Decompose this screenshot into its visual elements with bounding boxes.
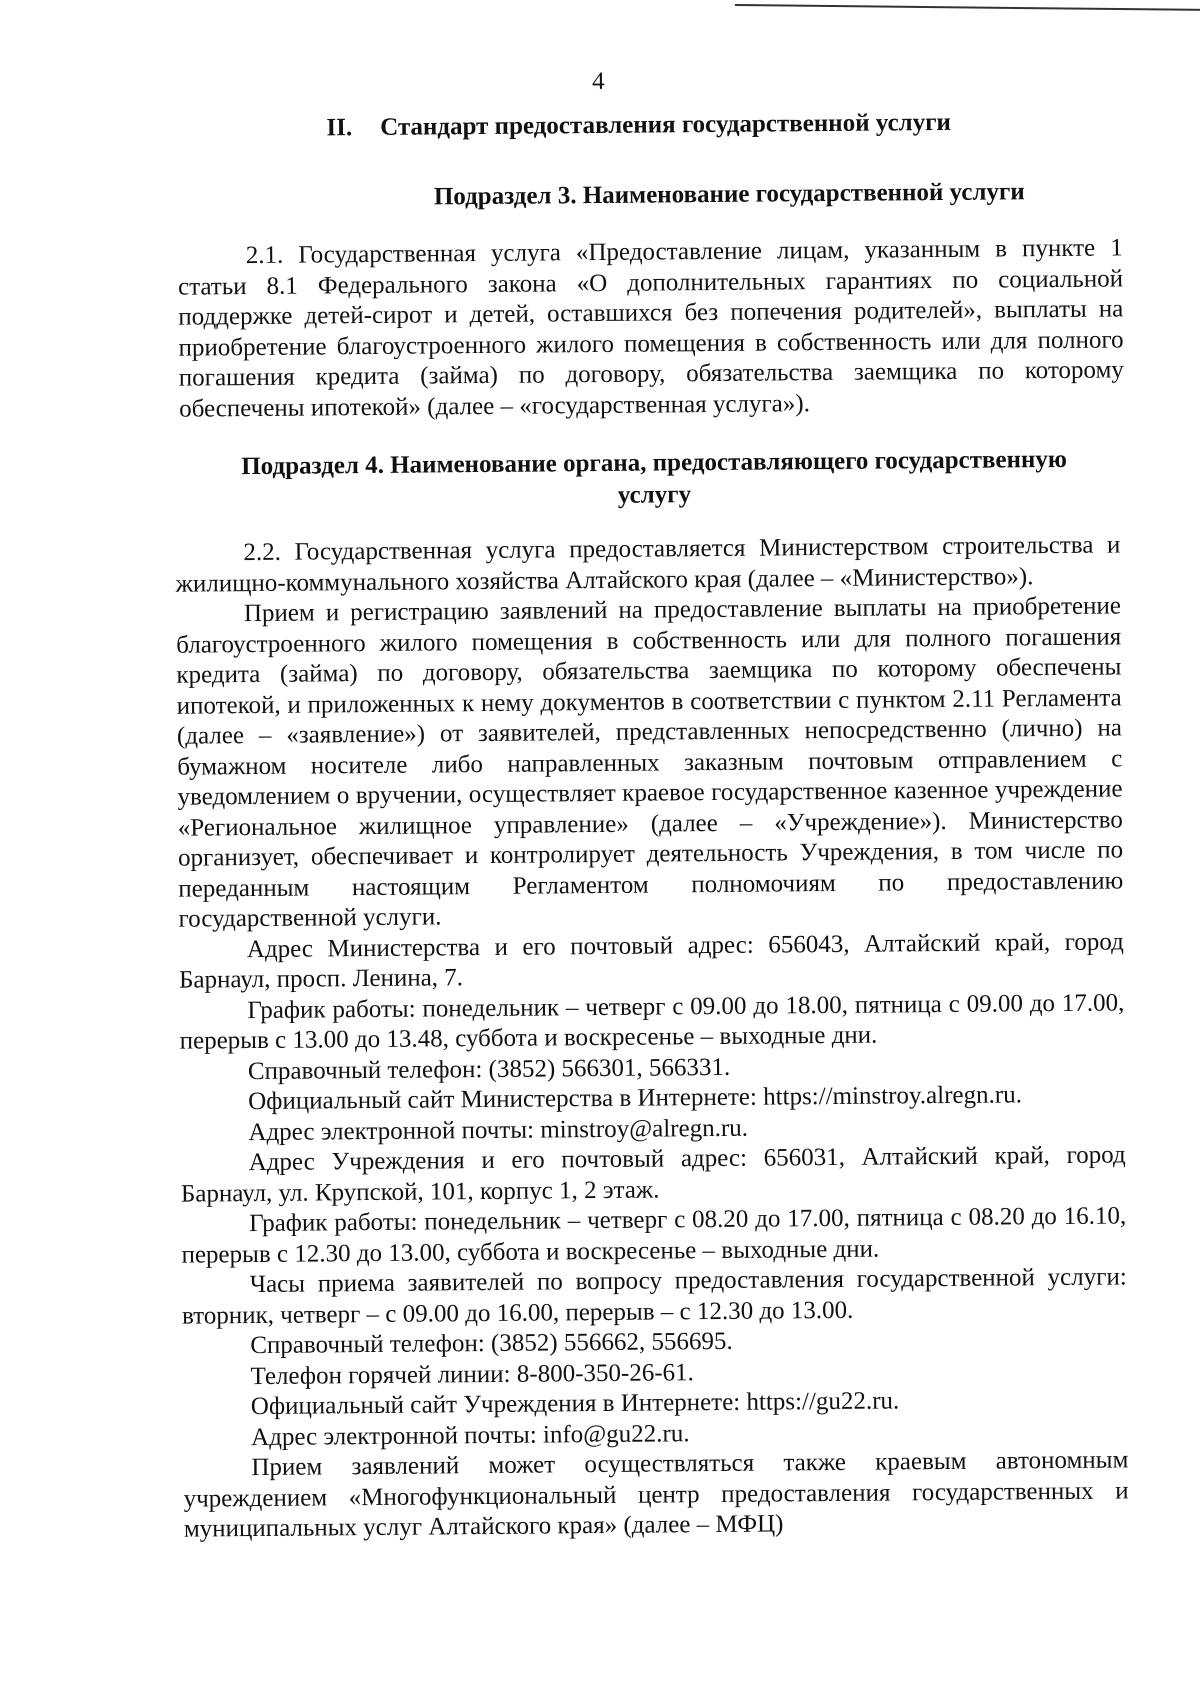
subsection-4-title: Подраздел 4. Наименование органа, предоставляющего государственную услугу xyxy=(241,445,1068,509)
ministry-website: Официальный сайт Министерства в Интернете: https://minstroy.alregn.ru. xyxy=(248,1081,1023,1116)
subsection-4-body xyxy=(175,530,1129,1545)
hotline-phone: Телефон горячей линии: 8-800-350-26-61. xyxy=(250,1358,694,1390)
section-numeral: II. xyxy=(326,114,353,142)
section-title: Стандарт предоставления государственной услуги xyxy=(380,108,952,141)
subsection-3-body xyxy=(178,233,1125,424)
paragraph-application-intake: Прием и регистрацию заявлений на предоставление выплаты на приобретение благоустроенного жилого помещения в собственность или для полного погашения кредита (займа) по договору, обязательства заемщика по которому обеспечены ипотекой, и приложенных к нему документов в соответствии с пунктом 2.11 Регламента (далее – «заявление») от заявителей, представленных непосредственно (лично) на бумажном носителе либо направленных заказным почтовым отправлением с уведомлением о вручении, осуществляет краевое государственное казенное учреждение «Региональное жилищное управление» (далее – «Учреждение»). Министерство организует, обеспечивает и контролирует деятельность Учреждения, в том числе по переданным настоящим Регламентом полномочиям по предоставлению государственной услуги. xyxy=(176,592,1124,933)
mfc-paragraph: Прием заявлений может осуществляться также краевым автономным учреждением «Многофункциональный центр предоставления государственных и муниципальных услуг Алтайского края» (далее – МФЦ) xyxy=(183,1446,1129,1543)
ministry-schedule: График работы: понедельник – четверг с 09.00 до 18.00, пятница с 09.00 до 17.00, перерыв с 13.00 до 13.48, суббота и воскресенье – выходные дни. xyxy=(179,988,1125,1055)
institution-website: Официальный сайт Учреждения в Интернете: https://gu22.ru. xyxy=(250,1387,900,1421)
institution-email: Адрес электронной почты: info@gu22.ru. xyxy=(250,1419,690,1451)
ministry-phone: Справочный телефон: (3852) 566301, 566331. xyxy=(247,1053,731,1085)
paragraph-2-2: 2.2. Государственная услуга предоставляется Министерством строительства и жилищно-коммунального хозяйства Алтайского края (далее – «Министерство»). xyxy=(175,531,1121,598)
institution-phone: Справочный телефон: (3852) 556662, 556695. xyxy=(250,1327,733,1360)
institution-schedule: График работы: понедельник – четверг с 08.20 до 17.00, пятница с 08.20 до 16.10, перерыв с 12.30 до 13.00, суббота и воскресенье – выходные дни. xyxy=(181,1202,1127,1269)
ministry-address: Адрес Министерства и его почтовый адрес: 656043, Алтайский край, город Барнаул, просп. Ленина, 7. xyxy=(179,927,1124,994)
ministry-email: Адрес электронной почты: minstroy@alregn.ru. xyxy=(248,1114,749,1146)
institution-address: Адрес Учреждения и его почтовый адрес: 656031, Алтайский край, город Барнаул, ул. Крупской, 101, корпус 1, 2 этаж. xyxy=(180,1141,1126,1208)
paragraph-2-1: 2.1. Государственная услуга «Предоставление лицам, указанным в пункте 1 статьи 8.1 Федерального закона «О дополнительных гарантиях по социальной поддержке детей-сирот и детей, оставшихся без попечения родителей», выплаты на приобретение благоустроенного жилого помещения в собственность или для полного погашения кредита (займа) по договору, обязательства заемщика по которому обеспечены ипотекой» (далее – «государственная услуга»). xyxy=(177,234,1124,423)
institution-reception-hours: Часы приема заявителей по вопросу предоставления государственной услуги: вторник, четверг – с 09.00 до 16.00, перерыв – с 12.30 до 13.00. xyxy=(181,1263,1127,1330)
section-heading xyxy=(0,106,1200,145)
subsection-3-title: Подраздел 3. Наименование государственной услуги xyxy=(433,178,1025,211)
page-number: 4 xyxy=(591,67,605,96)
